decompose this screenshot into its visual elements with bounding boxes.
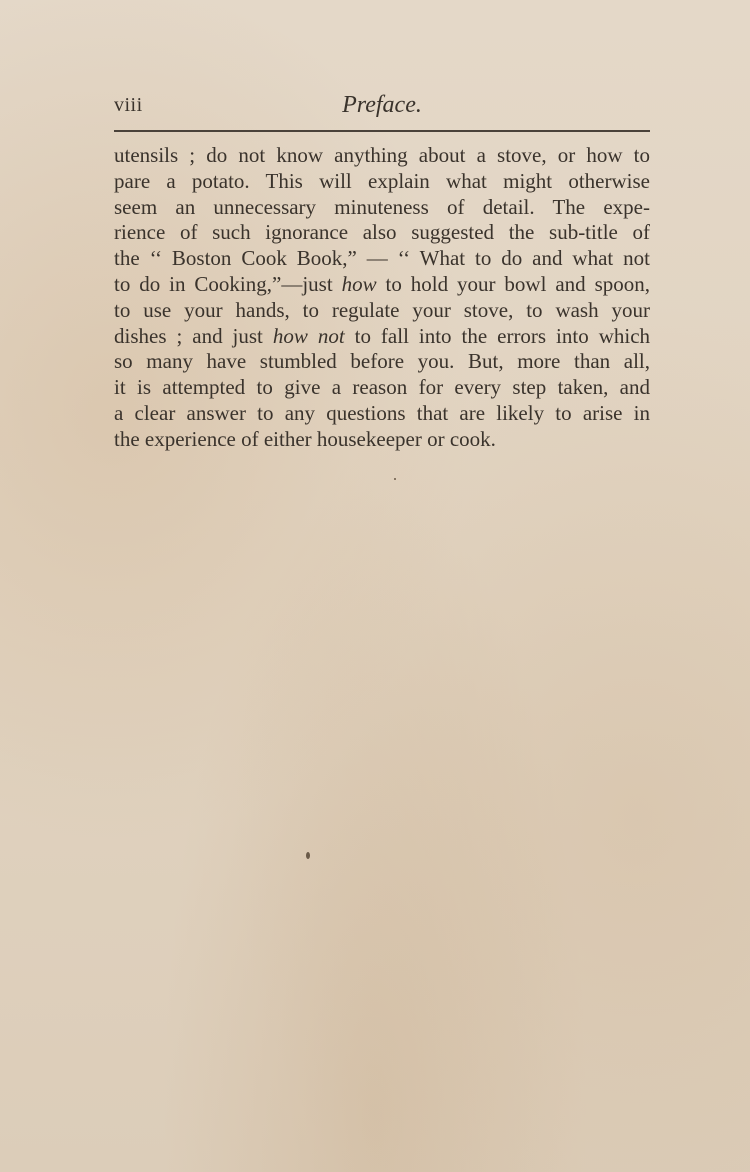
text-line — [114, 195, 650, 221]
text-run: to fall into the errors into which — [344, 323, 651, 348]
text-run: to hold your bowl and spoon, — [376, 271, 650, 296]
body-paragraph — [114, 143, 650, 453]
page-header — [114, 92, 650, 122]
text-line — [114, 324, 650, 350]
text-line — [114, 143, 650, 169]
text-run: the ‘‘ Boston Cook Book,” — ‘‘ What to do and what not — [114, 246, 650, 271]
text-run: dishes ; and just — [114, 323, 273, 348]
text-run: a clear answer to any questions that are likely to arise in — [114, 400, 650, 425]
italic-phrase: how not — [272, 323, 345, 348]
text-line — [114, 375, 650, 401]
header-rule — [114, 130, 650, 132]
running-title: Preface. — [342, 92, 422, 118]
text-run: so many have stumbled before you. But, more than all, — [114, 349, 650, 374]
text-line — [114, 298, 650, 324]
text-line — [114, 272, 650, 298]
italic-phrase: how — [341, 271, 377, 296]
text-line — [114, 169, 650, 195]
text-line — [114, 401, 650, 427]
text-run: to do in Cooking,”—just — [114, 271, 342, 296]
text-line — [114, 349, 650, 375]
text-run: utensils ; do not know anything about a stove, or how to — [114, 143, 650, 167]
text-run: seem an unnecessary minuteness of detail. The expe- — [114, 194, 650, 219]
text-line — [114, 246, 650, 272]
ink-speck — [306, 852, 310, 859]
text-line — [114, 427, 650, 453]
text-line — [114, 220, 650, 246]
text-run: to use your hands, to regulate your stove, to wash your — [114, 297, 650, 322]
ink-speck — [394, 478, 396, 480]
text-run: pare a potato. This will explain what might otherwise — [114, 168, 650, 193]
text-run: rience of such ignorance also suggested the sub-title of — [114, 220, 650, 245]
text-run: it is attempted to give a reason for every step taken, and — [114, 375, 650, 400]
page-number: viii — [114, 94, 143, 116]
text-run: the experience of either housekeeper or cook. — [114, 426, 496, 451]
